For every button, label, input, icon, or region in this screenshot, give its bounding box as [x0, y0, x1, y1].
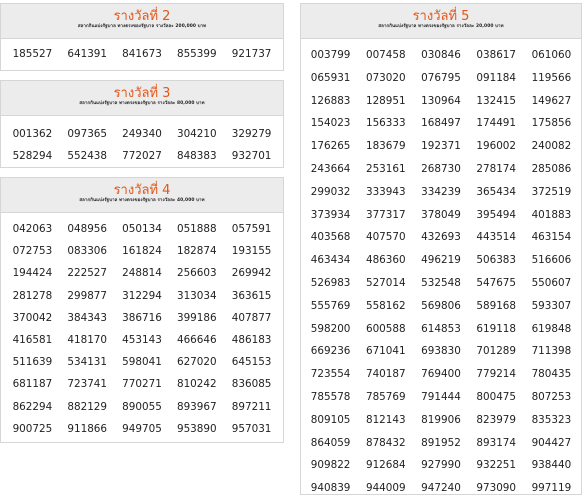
- prize-number: 953890: [176, 422, 217, 435]
- prize-number: 600588: [365, 322, 406, 335]
- prize-3-panel: [0, 80, 284, 168]
- prize-number: 372519: [531, 185, 572, 198]
- prize-number: 779214: [476, 368, 517, 381]
- prize-number: 132415: [476, 94, 517, 107]
- prize-number: 130964: [421, 94, 461, 107]
- prize-number: 185527: [12, 48, 53, 60]
- prize-number: 940839: [310, 482, 351, 495]
- prize-number: 669236: [310, 345, 351, 358]
- prize-4-numbers: [1, 213, 283, 440]
- prize-number: 377317: [365, 208, 406, 221]
- prize-number: 304210: [176, 128, 217, 140]
- prize-number: 526983: [310, 276, 351, 289]
- prize-number: 278174: [476, 162, 517, 175]
- prize-number: 819906: [421, 413, 461, 426]
- prize-number: 370042: [12, 311, 53, 324]
- prize-number: 558162: [365, 299, 406, 312]
- prize-number: 486183: [231, 334, 272, 347]
- prize-5-subtitle: สลากกินแบ่งรัฐบาล ทางตรงของรัฐบาล รางวัลละ 20,000 บาท: [378, 24, 504, 29]
- prize-number: 552438: [67, 150, 108, 162]
- prize-number: 769400: [421, 368, 461, 381]
- prize-number: 240082: [531, 140, 572, 153]
- prize-number: 378049: [421, 208, 461, 221]
- prize-number: 175856: [531, 117, 572, 130]
- prize-number: 003799: [310, 49, 351, 61]
- prize-number: 156333: [365, 117, 406, 130]
- prize-number: 921737: [231, 48, 272, 60]
- prize-2-subtitle: สลากกินแบ่งรัฐบาล ทางตรงของรัฐบาล รางวัลละ 200,000 บาท: [77, 24, 207, 29]
- prize-5-panel: [300, 3, 582, 495]
- prize-number: 569806: [421, 299, 461, 312]
- prize-number: 193155: [231, 245, 272, 258]
- prize-number: 126883: [310, 94, 351, 107]
- prize-number: 723554: [310, 368, 351, 381]
- prize-number: 723741: [67, 378, 108, 391]
- prize-number: 312294: [122, 289, 162, 302]
- prize-number: 882129: [67, 400, 108, 413]
- prize-number: 800475: [476, 390, 517, 403]
- prize-number: 532548: [421, 276, 461, 289]
- prize-number: 161824: [122, 245, 162, 258]
- prize-number: 463154: [531, 231, 572, 244]
- prize-number: 443514: [476, 231, 517, 244]
- prize-number: 836085: [231, 378, 272, 391]
- prize-number: 076795: [421, 71, 461, 84]
- prize-number: 395494: [476, 208, 517, 221]
- prize-2-numbers: [1, 39, 283, 61]
- prize-number: 701289: [476, 345, 517, 358]
- prize-number: 619118: [476, 322, 517, 335]
- prize-number: 051888: [176, 223, 217, 235]
- prize-5-header: [301, 4, 581, 39]
- prize-number: 418170: [67, 334, 108, 347]
- prize-number: 957031: [231, 422, 272, 435]
- prize-number: 176265: [310, 140, 351, 153]
- prize-number: 256603: [176, 267, 217, 280]
- prize-number: 466646: [176, 334, 217, 347]
- prize-number: 407570: [365, 231, 406, 244]
- prize-number: 506383: [476, 254, 517, 267]
- prize-number: 249340: [122, 128, 162, 140]
- prize-number: 030846: [421, 49, 461, 61]
- prize-4-panel: [0, 177, 284, 443]
- prize-number: 072753: [12, 245, 53, 258]
- prize-number: 909822: [310, 459, 351, 472]
- prize-number: 911866: [67, 422, 108, 435]
- prize-number: 893174: [476, 436, 517, 449]
- prize-number: 073020: [365, 71, 406, 84]
- prize-number: 097365: [67, 128, 108, 140]
- prize-number: 486360: [365, 254, 406, 267]
- prize-number: 693830: [421, 345, 461, 358]
- prize-number: 399186: [176, 311, 217, 324]
- prize-number: 416581: [12, 334, 53, 347]
- prize-number: 598200: [310, 322, 351, 335]
- prize-number: 627020: [176, 356, 217, 369]
- prize-number: 614853: [421, 322, 461, 335]
- prize-number: 299032: [310, 185, 351, 198]
- prize-number: 119566: [531, 71, 572, 84]
- prize-number: 711398: [531, 345, 572, 358]
- prize-number: 253161: [365, 162, 406, 175]
- prize-number: 862294: [12, 400, 53, 413]
- prize-number: 516606: [531, 254, 572, 267]
- prize-number: 269942: [231, 267, 272, 280]
- prize-number: 785769: [365, 390, 406, 403]
- prize-3-header: [1, 81, 283, 116]
- prize-number: 944009: [365, 482, 406, 495]
- prize-number: 807253: [531, 390, 572, 403]
- prize-number: 878432: [365, 436, 406, 449]
- prize-number: 268730: [421, 162, 461, 175]
- prize-number: 313034: [176, 289, 217, 302]
- prize-3-numbers: [1, 116, 283, 167]
- prize-number: 373934: [310, 208, 351, 221]
- prize-number: 048956: [67, 223, 108, 235]
- prize-number: 334239: [421, 185, 461, 198]
- prize-number: 007458: [365, 49, 406, 61]
- prize-number: 401883: [531, 208, 572, 221]
- prize-number: 496219: [421, 254, 461, 267]
- prize-number: 593307: [531, 299, 572, 312]
- prize-number: 365434: [476, 185, 517, 198]
- prize-number: 770271: [122, 378, 162, 391]
- prize-number: 598041: [122, 356, 162, 369]
- prize-number: 386716: [122, 311, 162, 324]
- prize-number: 897211: [231, 400, 272, 413]
- prize-number: 534131: [67, 356, 108, 369]
- prize-2-header: [1, 4, 283, 39]
- prize-number: 527014: [365, 276, 406, 289]
- prize-number: 128951: [365, 94, 406, 107]
- prize-2-panel: [0, 3, 284, 71]
- prize-number: 154023: [310, 117, 351, 130]
- prize-number: 841673: [122, 48, 162, 60]
- prize-number: 528294: [12, 150, 53, 162]
- prize-number: 042063: [12, 223, 53, 235]
- prize-number: 057591: [231, 223, 272, 235]
- prize-number: 061060: [531, 49, 572, 61]
- prize-number: 243664: [310, 162, 351, 175]
- prize-2-title: รางวัลที่ 2: [113, 9, 171, 24]
- prize-number: 065931: [310, 71, 351, 84]
- prize-number: 589168: [476, 299, 517, 312]
- prize-number: 645153: [231, 356, 272, 369]
- prize-number: 194424: [12, 267, 53, 280]
- prize-number: 949705: [122, 422, 162, 435]
- prize-5-title: รางวัลที่ 5: [412, 9, 470, 24]
- prize-number: 997119: [531, 482, 572, 495]
- prize-number: 299877: [67, 289, 108, 302]
- prize-number: 904427: [531, 436, 572, 449]
- prize-number: 780435: [531, 368, 572, 381]
- prize-number: 363615: [231, 289, 272, 302]
- prize-number: 001362: [12, 128, 53, 140]
- prize-number: 333943: [365, 185, 406, 198]
- prize-number: 912684: [365, 459, 406, 472]
- prize-number: 947240: [421, 482, 461, 495]
- prize-number: 810242: [176, 378, 217, 391]
- prize-number: 938440: [531, 459, 572, 472]
- prize-number: 932251: [476, 459, 517, 472]
- prize-number: 182874: [176, 245, 217, 258]
- prize-number: 932701: [231, 150, 272, 162]
- prize-number: 453143: [122, 334, 162, 347]
- prize-number: 893967: [176, 400, 217, 413]
- prize-number: 900725: [12, 422, 53, 435]
- prize-number: 864059: [310, 436, 351, 449]
- prize-number: 973090: [476, 482, 517, 495]
- prize-number: 681187: [12, 378, 53, 391]
- prize-number: 463434: [310, 254, 351, 267]
- prize-number: 091184: [476, 71, 517, 84]
- prize-4-title: รางวัลที่ 4: [113, 183, 171, 198]
- prize-number: 083306: [67, 245, 108, 258]
- prize-number: 855399: [176, 48, 217, 60]
- prize-number: 641391: [67, 48, 108, 60]
- prize-number: 403568: [310, 231, 351, 244]
- prize-number: 222527: [67, 267, 108, 280]
- prize-number: 848383: [176, 150, 217, 162]
- prize-number: 432693: [421, 231, 461, 244]
- prize-number: 174491: [476, 117, 517, 130]
- prize-number: 927990: [421, 459, 461, 472]
- prize-number: 890055: [122, 400, 162, 413]
- prize-5-numbers: [301, 39, 581, 500]
- prize-number: 384343: [67, 311, 108, 324]
- prize-number: 511639: [12, 356, 53, 369]
- prize-number: 329279: [231, 128, 272, 140]
- prize-number: 196002: [476, 140, 517, 153]
- prize-3-subtitle: สลากกินแบ่งรัฐบาล ทางตรงของรัฐบาล รางวัลละ 80,000 บาท: [79, 101, 205, 106]
- prize-number: 050134: [122, 223, 162, 235]
- prize-number: 550607: [531, 276, 572, 289]
- prize-number: 281278: [12, 289, 53, 302]
- prize-number: 555769: [310, 299, 351, 312]
- prize-number: 809105: [310, 413, 351, 426]
- prize-number: 547675: [476, 276, 517, 289]
- prize-number: 812143: [365, 413, 406, 426]
- prize-number: 183679: [365, 140, 406, 153]
- prize-3-title: รางวัลที่ 3: [113, 86, 171, 101]
- prize-number: 192371: [421, 140, 461, 153]
- prize-number: 671041: [365, 345, 406, 358]
- prize-number: 772027: [122, 150, 162, 162]
- prize-number: 791444: [421, 390, 461, 403]
- prize-number: 149627: [531, 94, 572, 107]
- prize-number: 285086: [531, 162, 572, 175]
- prize-4-header: [1, 178, 283, 213]
- prize-number: 823979: [476, 413, 517, 426]
- prize-number: 407877: [231, 311, 272, 324]
- prize-number: 248814: [122, 267, 162, 280]
- prize-number: 619848: [531, 322, 572, 335]
- prize-number: 891952: [421, 436, 461, 449]
- prize-number: 168497: [421, 117, 461, 130]
- prize-number: 038617: [476, 49, 517, 61]
- prize-number: 785578: [310, 390, 351, 403]
- prize-number: 835323: [531, 413, 572, 426]
- prize-number: 740187: [365, 368, 406, 381]
- prize-4-subtitle: สลากกินแบ่งรัฐบาล ทางตรงของรัฐบาล รางวัลละ 40,000 บาท: [79, 198, 205, 203]
